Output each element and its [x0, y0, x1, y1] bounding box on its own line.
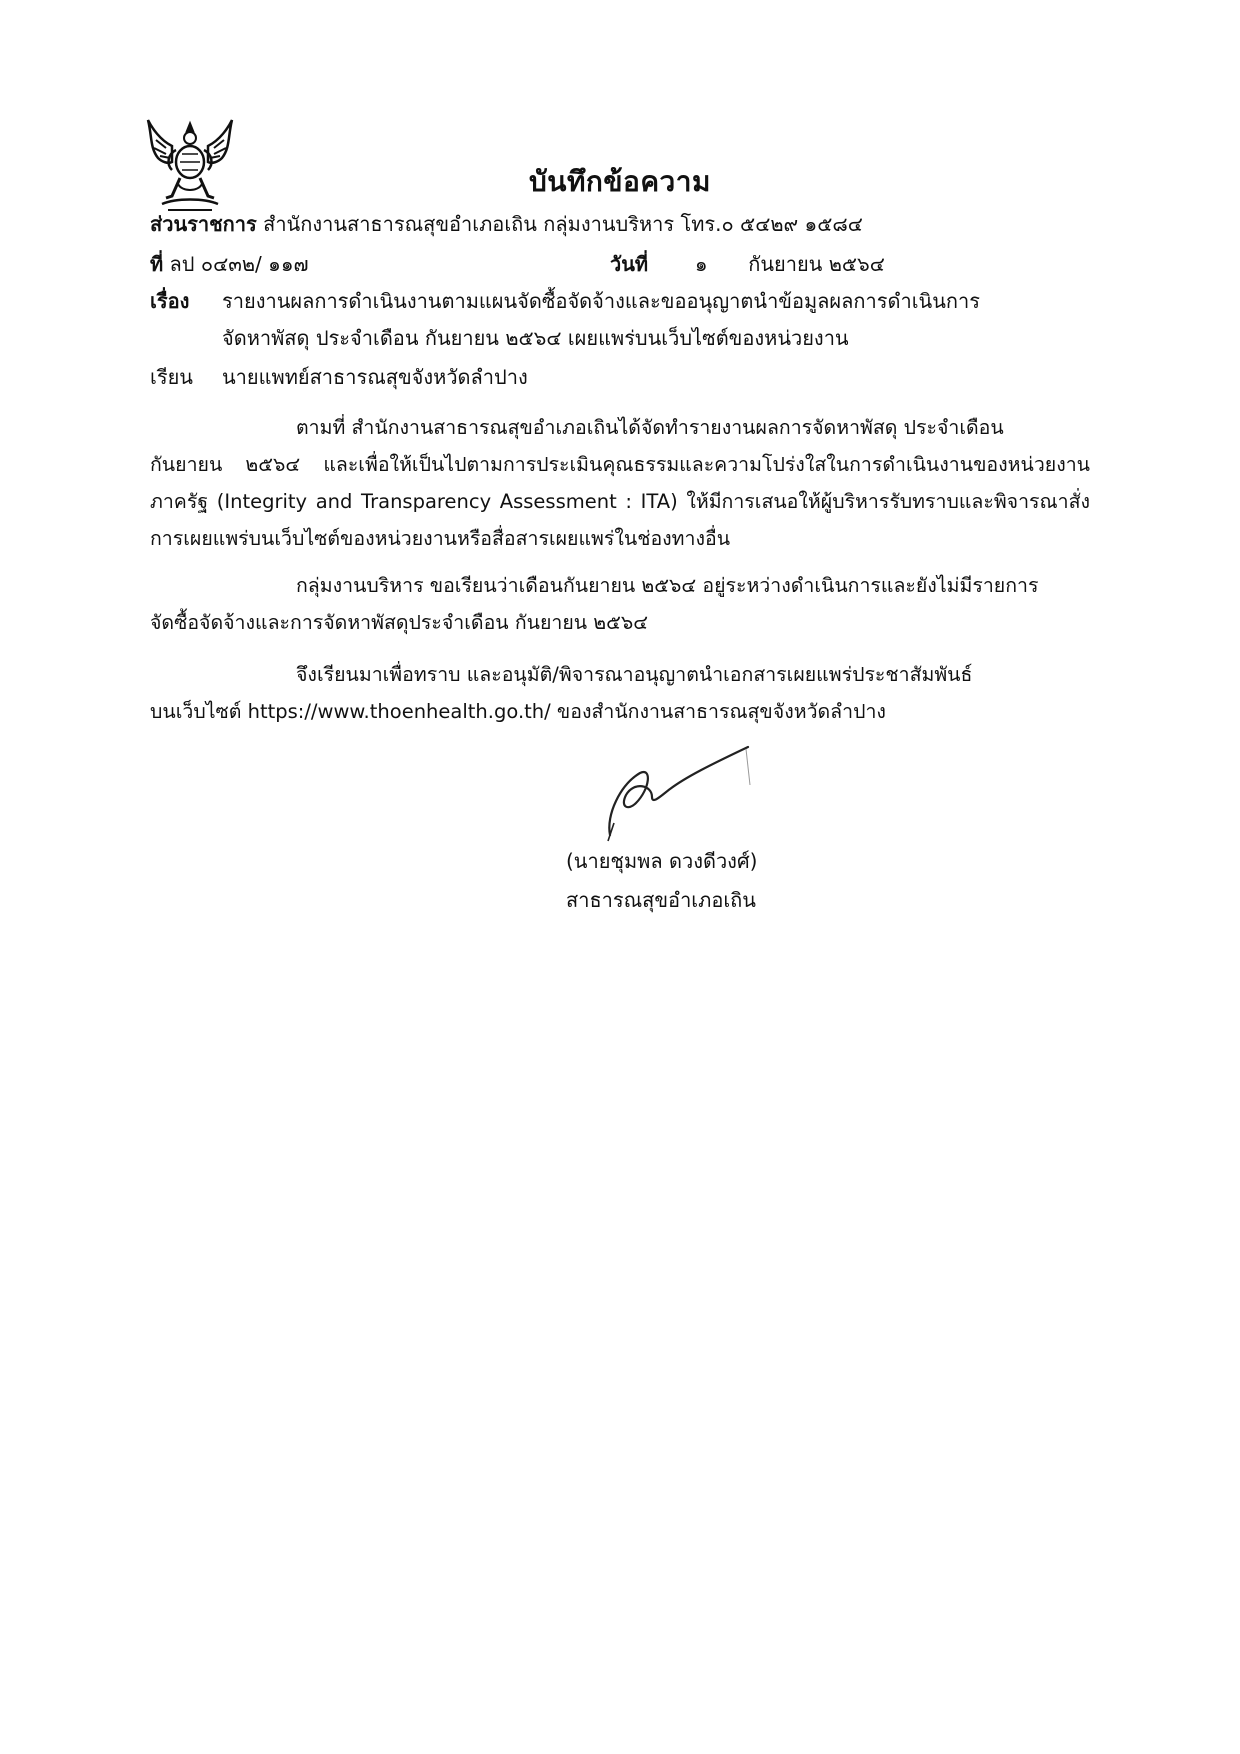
date-month-year: กันยายน ๒๕๖๔ — [748, 252, 885, 276]
ref-label: ที่ — [150, 252, 164, 276]
memo-title: บันทึกข้อความ — [529, 165, 711, 198]
signer-name: (นายชุมพล ดวงดีวงศ์) — [566, 849, 758, 873]
paragraph-1-rest: กันยายน ๒๕๖๔ และเพื่อให้เป็นไปตามการประเมินคุณธรรมและความโปร่งใสในการดำเนินงานของหน่วยงานภาครัฐ (Integrity and Transparency Assessment : ITA) ให้มีการเสนอให้ผู้บริหารรับทราบและพิจารณาสั่งการเผยแพร่บนเว็บไซต์ของหน่วยงานหรือสื่อสารเผยแพร่ในช่องทางอื่น — [150, 453, 1090, 550]
agency-value: สำนักงานสาธารณสุขอำเภอเถิน กลุ่มงานบริหาร โทร.๐ ๕๔๒๙ ๑๕๘๔ — [263, 212, 863, 236]
to-value: นายแพทย์สาธารณสุขจังหวัดลำปาง — [222, 365, 528, 389]
subject-line-1: รายงานผลการดำเนินงานตามแผนจัดซื้อจัดจ้างและขออนุญาตนำข้อมูลผลการดำเนินการ — [222, 289, 980, 313]
paragraph-1 — [150, 409, 1090, 557]
paragraph-2-first-line: กลุ่มงานบริหาร ขอเรียนว่าเดือนกันยายน ๒๕๖๔ อยู่ระหว่างดำเนินการและยังไม่มีรายการ — [296, 574, 1039, 597]
ref-value: ลป ๐๔๓๒/ ๑๑๗ — [169, 252, 309, 276]
paragraph-1-first-line: ตามที่ สำนักงานสาธารณสุขอำเภอเถินได้จัดทำรายงานผลการจัดหาพัสดุ ประจำเดือน — [296, 416, 1004, 439]
paragraph-3-first-line: จึงเรียนมาเพื่อทราบ และอนุมัติ/พิจารณาอนุญาตนำเอกสารเผยแพร่ประชาสัมพันธ์ — [296, 663, 973, 686]
signer-position: สาธารณสุขอำเภอเถิน — [566, 888, 756, 912]
reference-row — [150, 250, 309, 278]
subject-label: เรื่อง — [150, 289, 190, 313]
date-day: ๑ — [694, 252, 708, 276]
paragraph-2-rest: จัดซื้อจัดจ้างและการจัดหาพัสดุประจำเดือน กันยายน ๒๕๖๔ — [150, 611, 649, 634]
handwritten-signature — [600, 745, 760, 845]
agency-label: ส่วนราชการ — [150, 212, 257, 236]
paragraph-2 — [150, 567, 1090, 641]
paragraph-3 — [150, 656, 1090, 730]
to-label: เรียน — [150, 365, 193, 389]
agency-row — [150, 210, 863, 238]
paragraph-3-rest: บนเว็บไซต์ https://www.thoenhealth.go.th/ ของสำนักงานสาธารณสุขจังหวัดลำปาง — [150, 700, 886, 723]
date-row — [610, 250, 885, 278]
subject-line-2: จัดหาพัสดุ ประจำเดือน กันยายน ๒๕๖๔ เผยแพร่บนเว็บไซต์ของหน่วยงาน — [222, 326, 849, 350]
date-label: วันที่ — [610, 252, 649, 276]
